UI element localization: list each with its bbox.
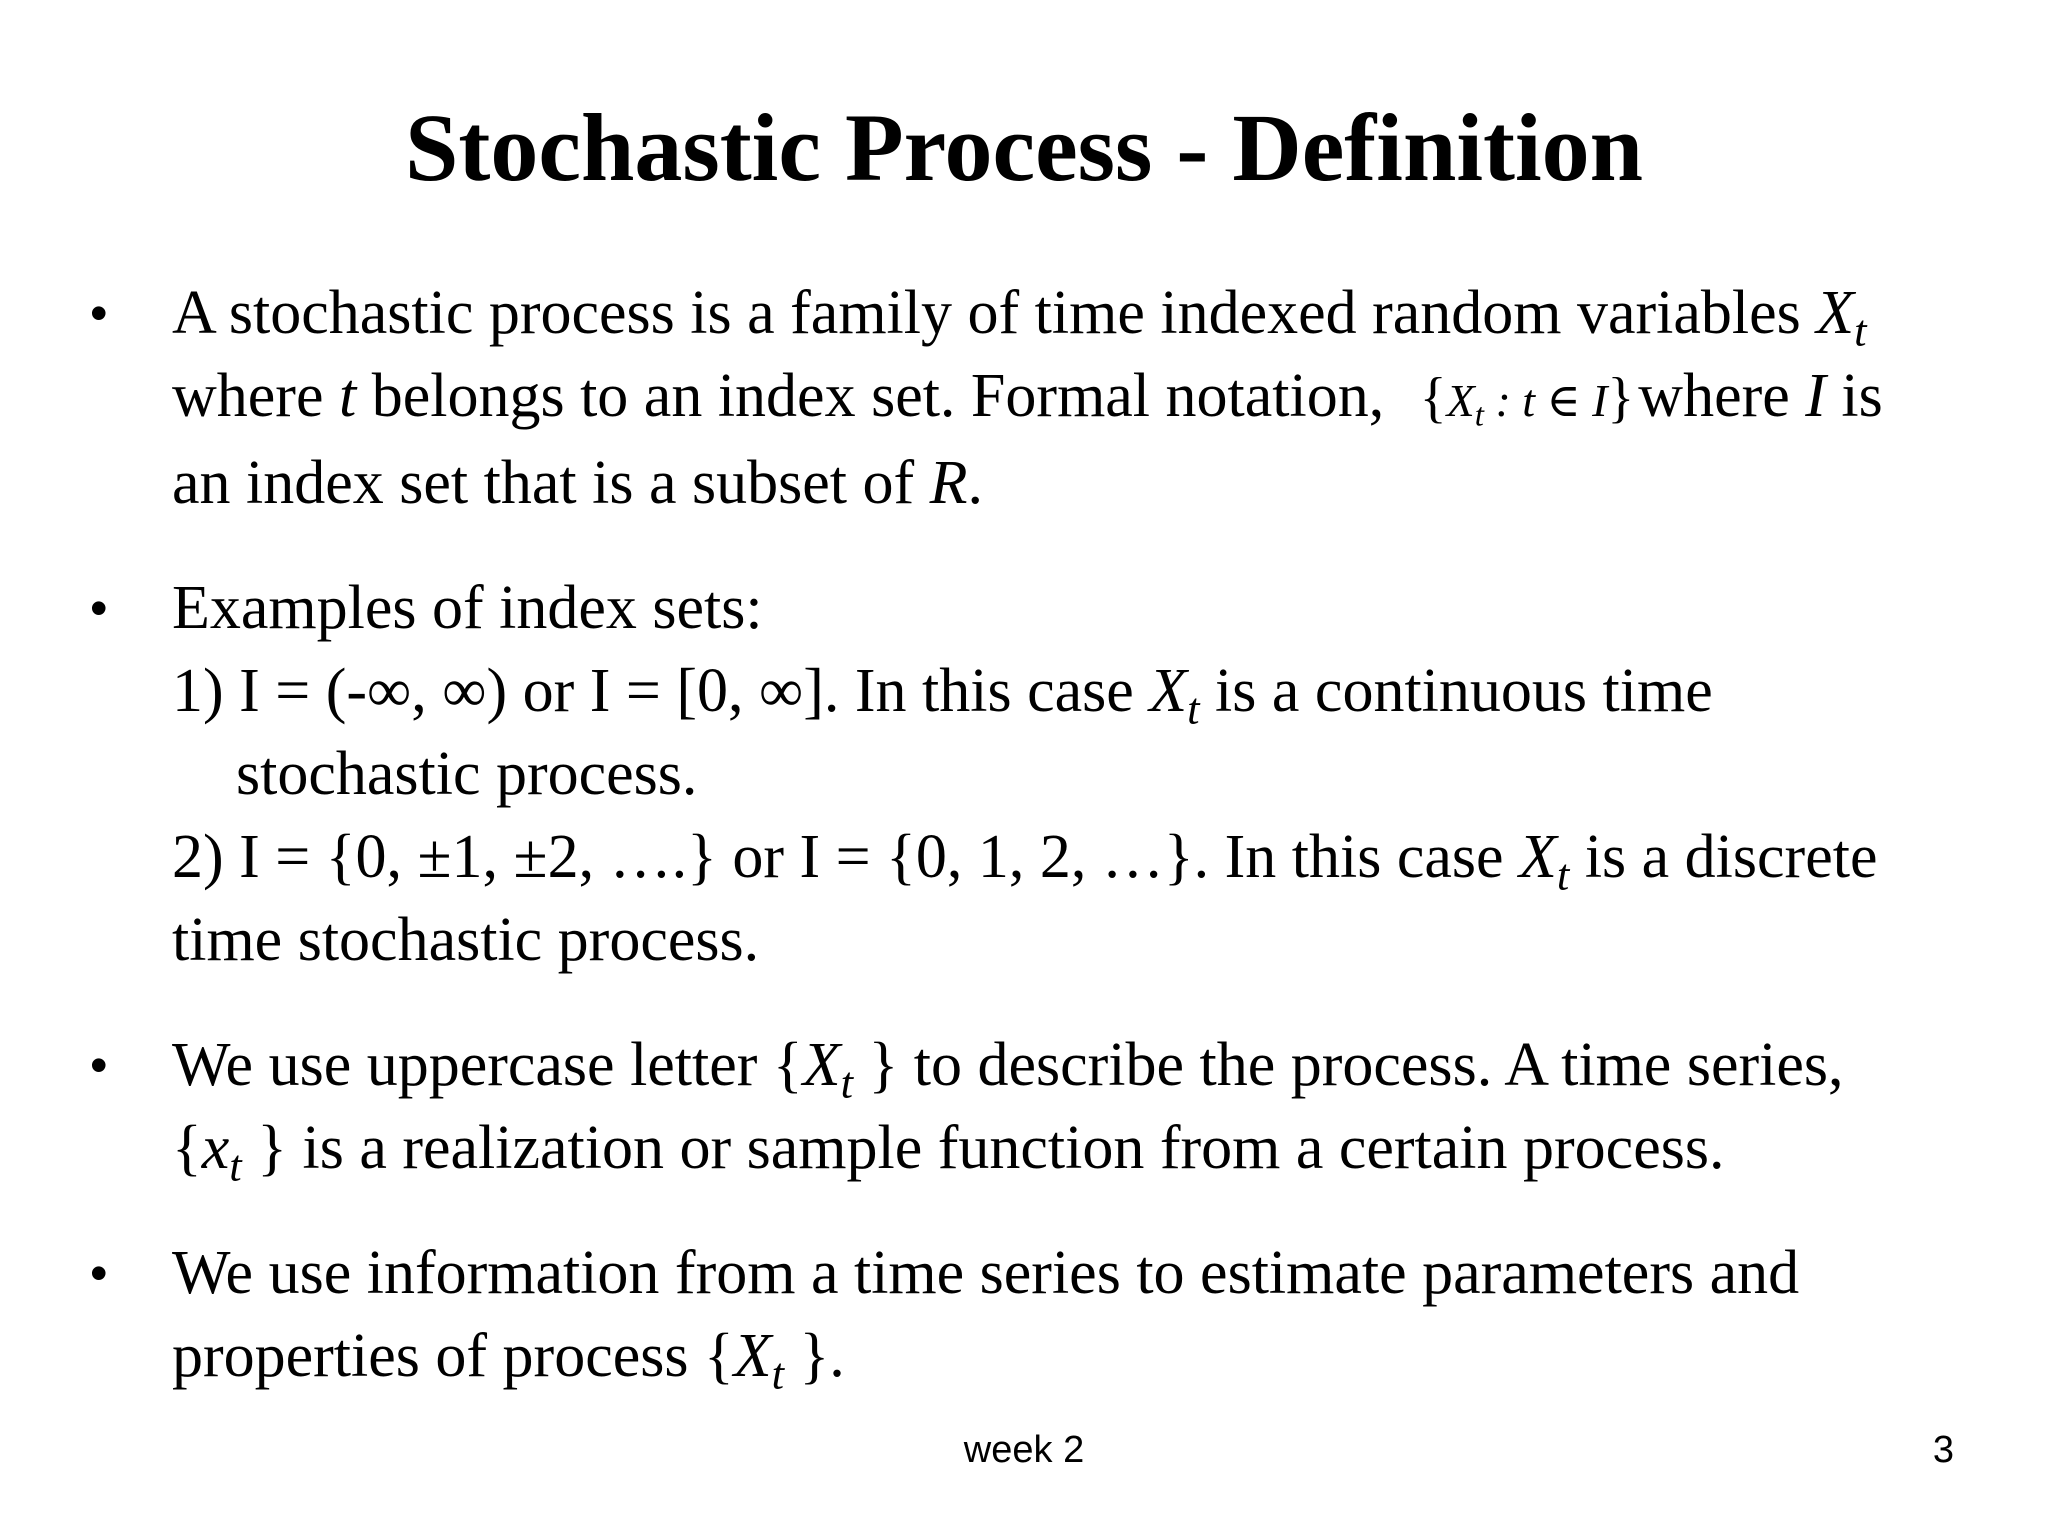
page-number: 3: [1932, 1429, 1954, 1471]
example-continuous: 1) I = (-∞, ∞) or I = [0, ∞]. In this case $X_t$ is a continuous time: [172, 657, 1713, 734]
bullet-estimation: [90, 1232, 1970, 1398]
bullet-marker: •: [90, 285, 108, 341]
bullet-marker: •: [90, 1245, 108, 1301]
example-continuous-cont: stochastic process.: [236, 740, 698, 808]
bullet-notation: [90, 1024, 1970, 1190]
text-line: an index set that is a subset of R.: [172, 449, 983, 517]
text-line: We use uppercase letter {$X_t$ } to describe the process. A time series,: [172, 1031, 1844, 1108]
bullet-index-set-examples: [90, 567, 1970, 982]
bullet-marker: •: [90, 1037, 108, 1093]
text-line: properties of process {$X_t$ }.: [172, 1322, 845, 1399]
slide-title: Stochastic Process - Definition: [404, 94, 1644, 201]
bullet-list: [90, 272, 1970, 1398]
example-discrete-cont: time stochastic process.: [172, 906, 760, 974]
text-line: We use information from a time series to estimate parameters and: [172, 1239, 1800, 1307]
formal-notation: {$X_t$ : t ∈ I}: [1419, 367, 1635, 434]
text-line: A stochastic process is a family of time indexed random variables $X_t$: [172, 279, 1867, 356]
text-line: Examples of index sets:: [172, 574, 763, 642]
text-line: where t belongs to an index set. Formal notation, {$X_t$ : t ∈ I}where I is: [172, 362, 1883, 434]
bullet-marker: •: [90, 580, 108, 636]
bullet-definition: [90, 272, 1970, 525]
example-discrete: 2) I = {0, ±1, ±2, ….} or I = {0, 1, 2, …}. In this case $X_t$ is a discrete: [172, 823, 1878, 900]
text-line: {$x_t$ } is a realization or sample function from a certain process.: [172, 1114, 1725, 1191]
footer-week-label: week 2: [963, 1429, 1085, 1471]
